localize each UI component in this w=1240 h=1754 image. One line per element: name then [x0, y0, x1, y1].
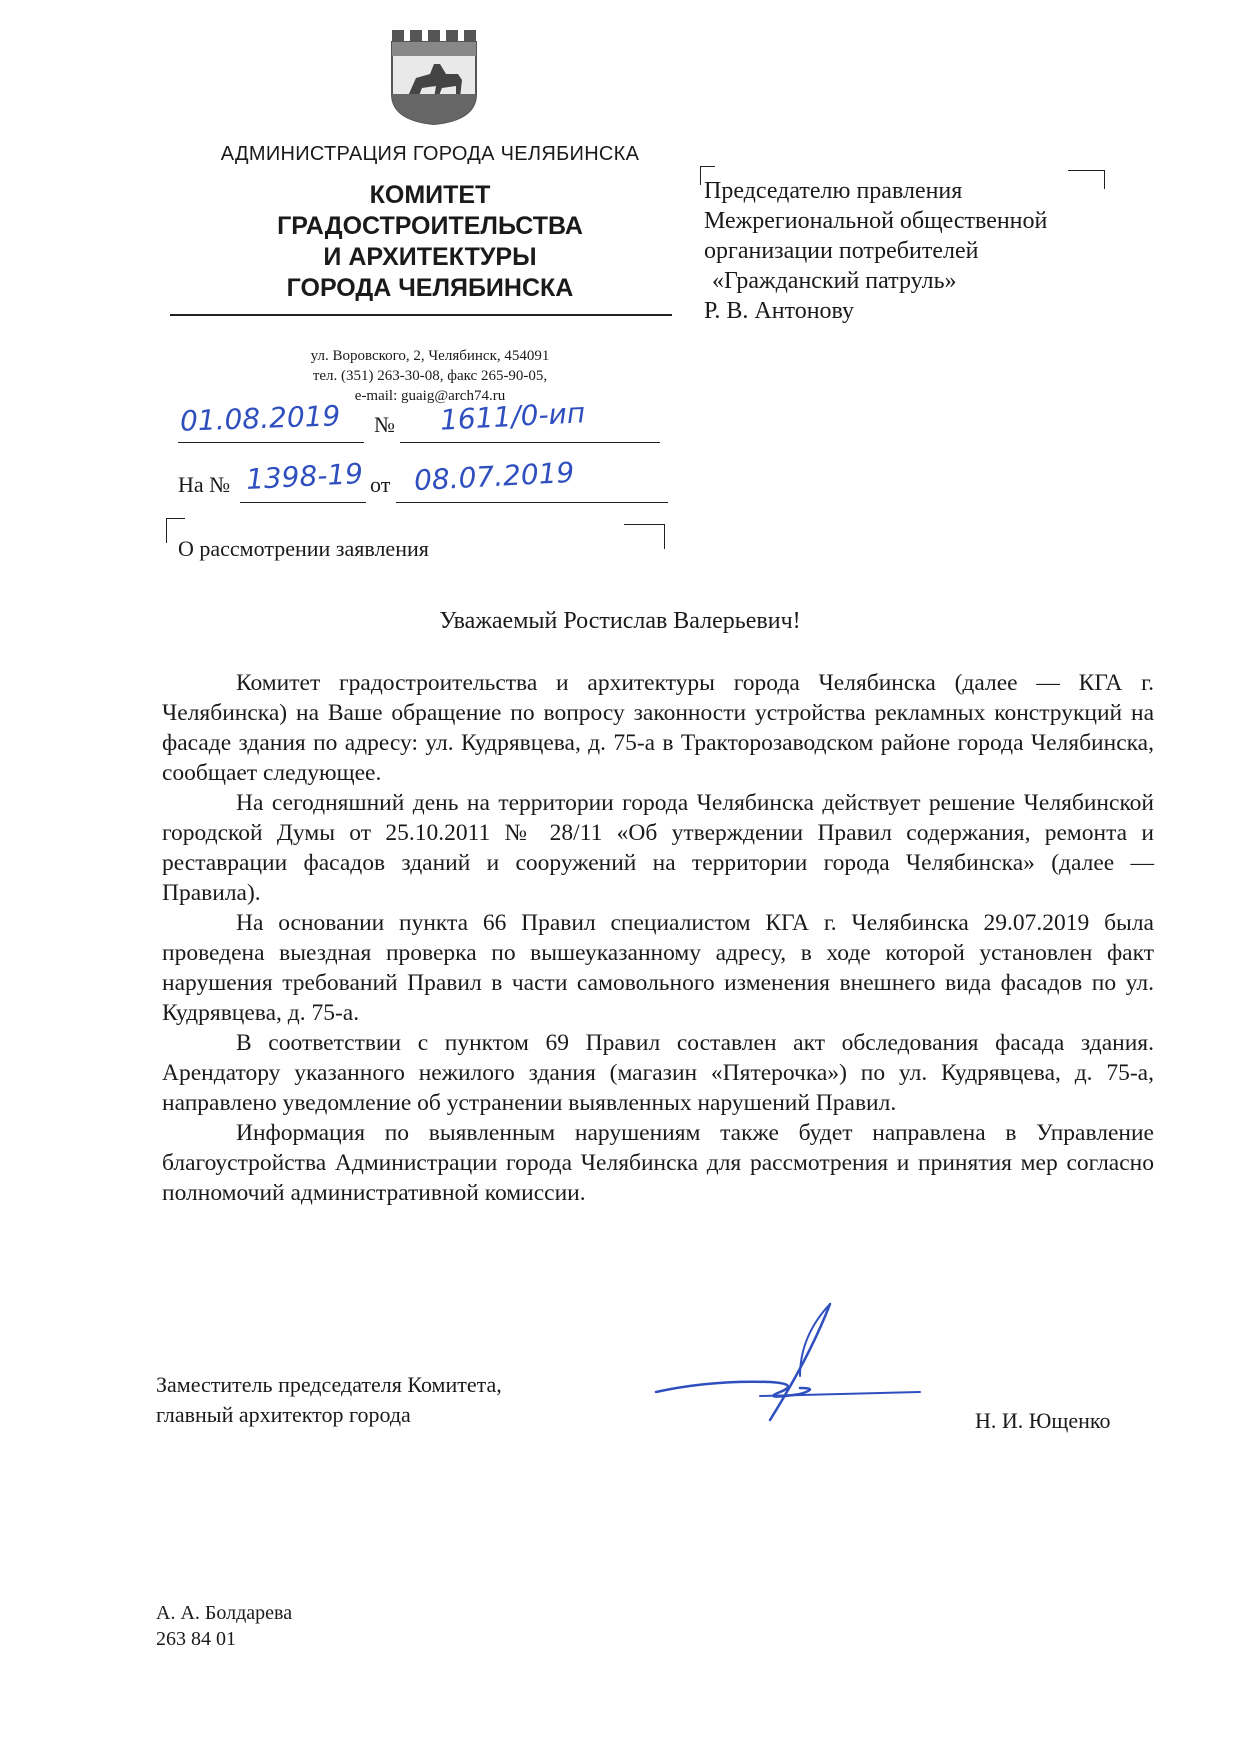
committee-title — [230, 180, 630, 304]
number-label: № — [374, 412, 395, 437]
phone: тел. (351) 263-30-08, факс 265-90-05, — [312, 368, 548, 384]
recipient-line: «Гражданский патруль» — [712, 268, 957, 294]
ref-date: 08.07.2019 — [413, 455, 576, 498]
recipient-line: Р. В. Антонову — [704, 298, 855, 324]
date-underline — [178, 440, 364, 443]
number-underline — [400, 440, 660, 443]
handwritten-signature — [650, 1296, 930, 1436]
registration-number: 1611/0-ип — [439, 396, 586, 437]
ref-date-underline — [396, 500, 668, 503]
signatory-position — [156, 1370, 502, 1430]
committee-line: ГРАДОСТРОИТЕЛЬСТВА — [277, 212, 583, 240]
address: ул. Воровского, 2, Челябинск, 454091 — [310, 348, 550, 364]
committee-line: И АРХИТЕКТУРЫ — [323, 243, 537, 271]
recipient-corner-right — [1068, 170, 1105, 189]
greeting: Уважаемый Ростислав Валерьевич! — [439, 608, 801, 634]
subject-line: О рассмотрении заявления — [178, 536, 429, 561]
executor-block — [156, 1600, 292, 1652]
registration-date: 01.08.2019 — [179, 399, 341, 438]
ref-number-underline — [240, 500, 366, 503]
ref-from-label: от — [370, 472, 391, 497]
signatory-name: Н. И. Ющенко — [975, 1408, 1111, 1433]
body-paragraph: В соответствии с пунктом 69 Правил составлен акт обследования фасада здания. Арендатору указанного нежилого здания (магазин «Пятерочка») по ул. Кудрявцева, д. 75-а, направлено уведомление об устранении выявленных нарушений Правил. — [162, 1030, 1154, 1116]
committee-line: КОМИТЕТ — [369, 181, 491, 209]
executor-name: А. А. Болдарева — [156, 1602, 293, 1624]
body-paragraph: Информация по выявленным нарушениям также будет направлена в Управление благоустройства Администрации города Челябинска для рассмотрения и принятия мер согласно полномочий административной комиссии. — [162, 1120, 1154, 1206]
executor-phone: 263 84 01 — [156, 1628, 236, 1650]
letterhead-divider — [170, 314, 672, 316]
coat-of-arms-icon — [386, 28, 482, 126]
ref-number: 1398-19 — [245, 456, 364, 497]
recipient-line: организации потребителей — [704, 238, 979, 264]
body-paragraph: На сегодняшний день на территории города Челябинска действует решение Челябинской городской Думы от 25.10.2011 № 28/11 «Об утверждении Правил содержания, ремонта и реставрации фасадов зданий и сооружений на территории города Челябинска» (далее — Правила). — [162, 790, 1154, 906]
recipient-line: Председателю правления — [704, 178, 963, 204]
position-line: Заместитель председателя Комитета, — [156, 1372, 502, 1397]
body-paragraph: Комитет градостроительства и архитектуры города Челябинска (далее — КГА г. Челябинска) на Ваше обращение по вопросу законности устройства рекламных конструкций на фасаде здания по адресу: ул. Кудрявцева, д. 75-а в Тракторозаводском районе города Челябинска, сообщает следующее. — [162, 670, 1154, 786]
committee-line: ГОРОДА ЧЕЛЯБИНСКА — [286, 274, 574, 302]
letter-body — [162, 668, 1154, 1208]
email: e-mail: guaig@arch74.ru — [354, 388, 506, 404]
recipient-line: Межрегиональной общественной — [704, 208, 1048, 234]
ref-label: На № — [178, 472, 231, 497]
recipient-block — [704, 176, 1047, 326]
body-paragraph: На основании пункта 66 Правил специалистом КГА г. Челябинска 29.07.2019 была проведена выездная проверка по вышеуказанному адресу, в ходе которой установлен факт нарушения требований Правил в части самовольного изменения внешнего вида фасадов по ул. Кудрявцева, д. 75-а. — [162, 910, 1154, 1026]
position-line: главный архитектор города — [156, 1402, 411, 1427]
subject-corner-right — [624, 524, 665, 549]
administration-title: АДМИНИСТРАЦИЯ ГОРОДА ЧЕЛЯБИНСКА — [220, 143, 640, 165]
